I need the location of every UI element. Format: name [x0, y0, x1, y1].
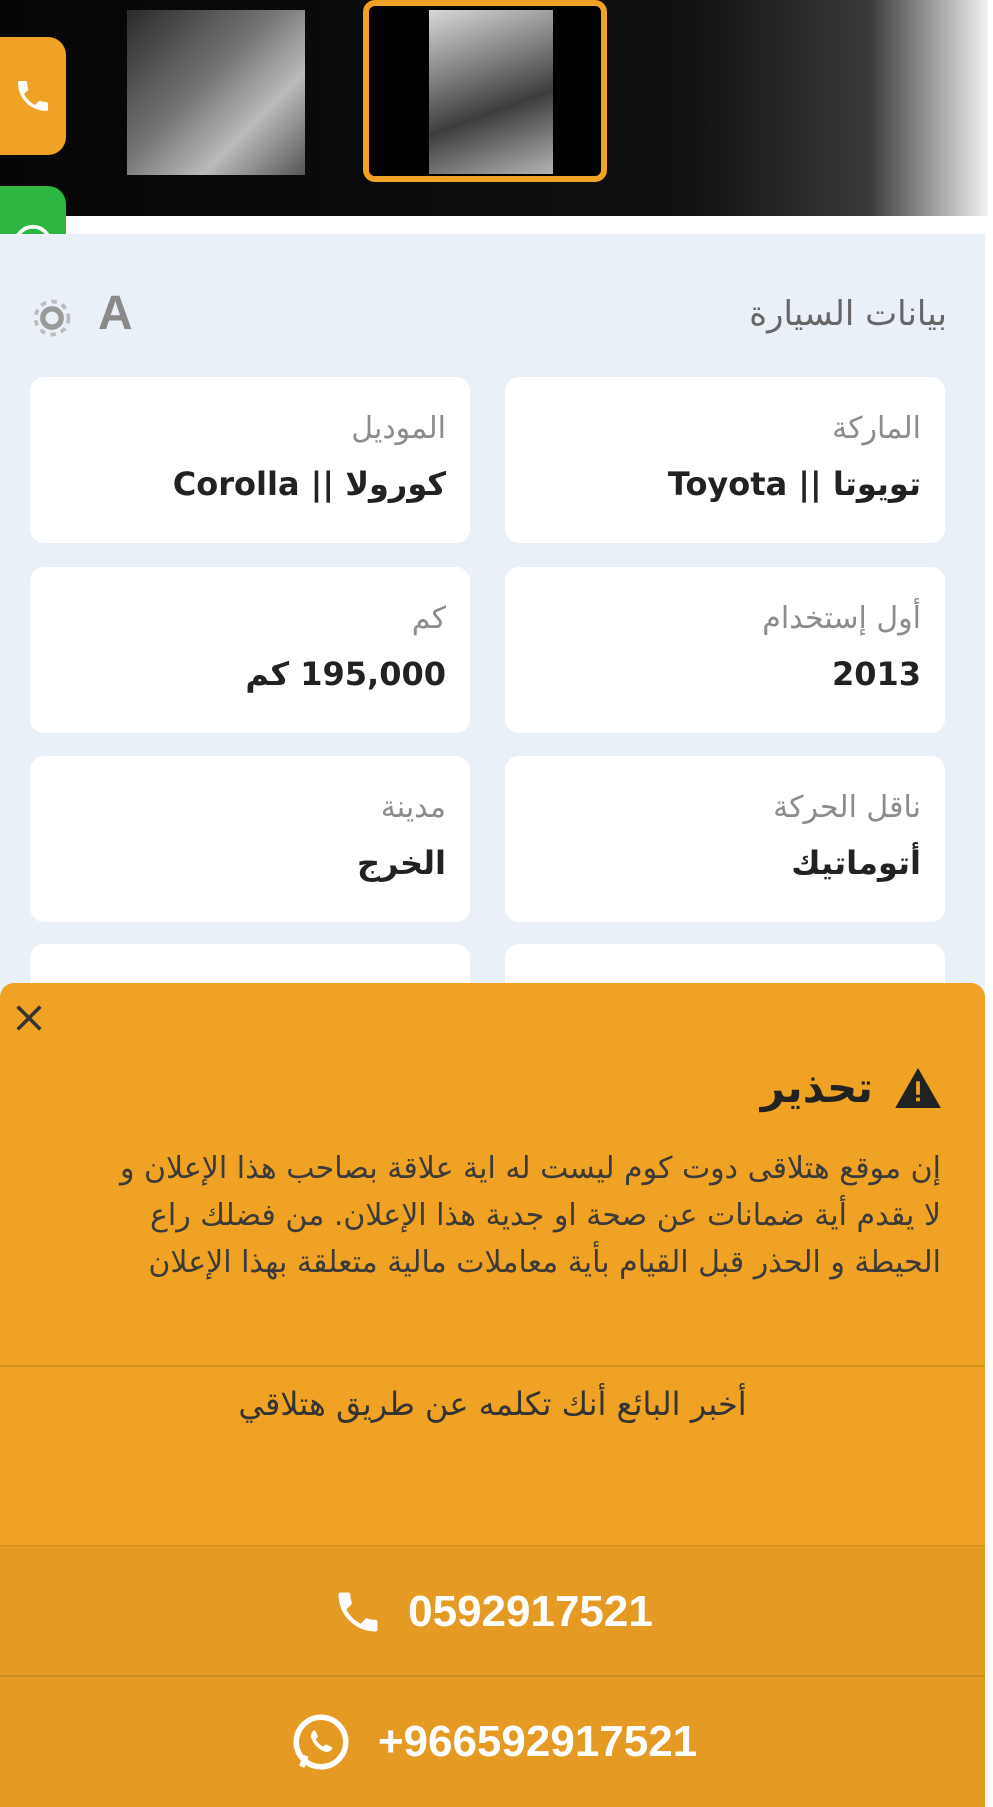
detail-value: كورولا || Corolla [172, 465, 446, 503]
warning-line: إن موقع هتلاقى دوت كوم ليست له اية علاقة بصاحب هذا الإعلان و [119, 1151, 941, 1186]
close-icon[interactable] [12, 1001, 46, 1035]
detail-card-city [30, 756, 470, 922]
thumbnail-image [429, 10, 553, 174]
detail-card-transmission [505, 756, 945, 922]
detail-value: أتوماتيك [791, 844, 921, 882]
phone-icon [332, 1586, 384, 1638]
warning-line: الحيطة و الحذر قبل القيام بأية معاملات مالية متعلقة بهذا الإعلان [148, 1245, 941, 1280]
detail-label: أول إستخدام [762, 601, 921, 636]
image-gallery [0, 0, 988, 216]
detail-label: الموديل [351, 411, 446, 446]
warning-text [41, 1145, 941, 1286]
divider [0, 1545, 985, 1547]
detail-card-model [30, 377, 470, 543]
engine-icon [30, 296, 74, 340]
detail-label: مدينة [380, 790, 446, 825]
detail-value: تويوتا || Toyota [667, 465, 921, 503]
call-phone-button[interactable] [0, 1548, 985, 1675]
car-details-section [0, 234, 985, 1004]
phone-number: 0592917521 [408, 1586, 653, 1636]
grade-badge: A [98, 287, 133, 340]
detail-value: 195,000 كم [245, 655, 446, 693]
detail-label: كم [411, 601, 446, 636]
gallery-thumbnail-selected[interactable] [363, 0, 607, 182]
gallery-thumbnail[interactable] [127, 10, 305, 175]
warning-icon [895, 1068, 941, 1108]
phone-icon [13, 76, 53, 116]
detail-label: ناقل الحركة [773, 790, 921, 825]
details-title: بيانات السيارة [749, 294, 947, 334]
detail-value: 2013 [831, 655, 921, 693]
warning-header [761, 1063, 941, 1112]
tell-seller-note: أخبر البائع أنك تكلمه عن طريق هتلاقي [238, 1385, 747, 1423]
warning-title: تحذير [760, 1063, 873, 1112]
whatsapp-icon [288, 1709, 354, 1775]
warning-line: لا يقدم أية ضمانات عن صحة او جدية هذا الإعلان. من فضلك راع [150, 1198, 941, 1233]
detail-value: الخرج [356, 844, 446, 882]
side-call-button[interactable] [0, 37, 66, 155]
detail-card-mileage [30, 567, 470, 733]
whatsapp-button[interactable] [0, 1677, 985, 1807]
whatsapp-number: +966592917521 [377, 1717, 698, 1766]
detail-card-brand [505, 377, 945, 543]
divider [0, 1365, 985, 1367]
detail-card-first-use [505, 567, 945, 733]
detail-label: الماركة [832, 411, 921, 446]
